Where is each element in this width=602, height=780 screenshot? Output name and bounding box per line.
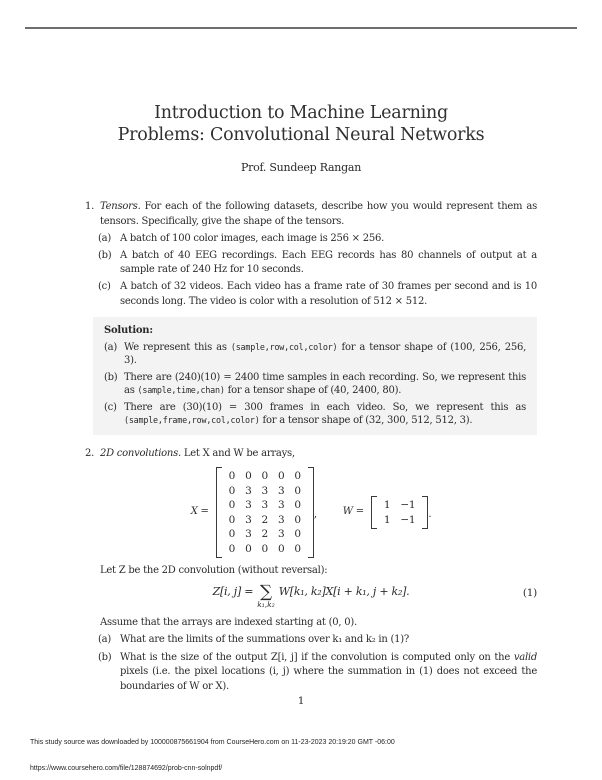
problem-2-name: 2D convolutions.: [100, 447, 181, 459]
matrix-cell: 0: [245, 470, 252, 482]
matrix-cell: 0: [294, 484, 301, 497]
matrix-x-grid: [224, 469, 306, 556]
matrix-cell: 0: [277, 542, 285, 555]
equation-lhs: Z[i, j] =: [212, 584, 254, 598]
matrix-w: [371, 496, 428, 529]
summation: [257, 582, 275, 609]
problem-1: [85, 200, 537, 435]
item-text: pixels (i.e. the pixel locations (i, j) where the summation in (1) does not exceed the boundaries of W or X).: [120, 666, 537, 692]
item-text: What is the size of the output Z[i, j] if the convolution is computed only on the: [120, 651, 514, 663]
problem-1-heading: [85, 200, 537, 229]
matrix-cell: 0: [294, 542, 301, 555]
problem-2-number: 2.: [85, 447, 95, 459]
assumption-line: Assume that the arrays are indexed starting at (0, 0).: [100, 616, 357, 628]
matrix-cell: 3: [277, 484, 285, 497]
page-number: 1: [297, 695, 305, 707]
coursehero-url: https://www.coursehero.com/file/128874692/prob-cnn-solnpdf/: [30, 765, 223, 772]
matrix-cell: 0: [228, 542, 236, 555]
solution-text: We represent this as: [124, 341, 231, 353]
solution-box: [93, 317, 537, 435]
matrix-cell: 0: [228, 499, 236, 511]
item-label: (b): [98, 651, 112, 663]
problem-1-item-c: [98, 280, 537, 309]
item-text: A batch of 40 EEG recordings. Each EEG records has 80 channels of output at a sample rate of 240 Hz for 10 seconds.: [120, 249, 537, 275]
matrix-cell: 0: [294, 470, 301, 482]
matrix-cell: 0: [228, 470, 236, 482]
matrix-cell: −1: [400, 513, 416, 526]
tensor-tuple-code: (sample,frame,row,col,color): [124, 415, 260, 425]
problem-1-item-a: [98, 232, 537, 247]
matrix-cell: 3: [261, 499, 268, 511]
matrix-cell: 3: [245, 484, 252, 497]
matrix-cell: 3: [261, 484, 268, 497]
emphasis-valid: valid: [513, 651, 537, 663]
matrix-cell: 0: [277, 470, 285, 482]
sigma-symbol: ∑: [260, 581, 272, 602]
coursehero-download-note: This study source was downloaded by 100000875661904 from CourseHero.com on 11-23-2023 20:19:20 GMT -06:00: [30, 739, 395, 746]
problem-2-item-a: [98, 633, 537, 648]
item-text: A batch of 32 videos. Each video has a frame rate of 30 frames per second and is 10 seconds long. The video is color with a resolution of 512 × 512.: [120, 281, 537, 307]
item-text: What are the limits of the summations over k₁ and k₂ in (1)?: [120, 634, 409, 645]
item-label: (a): [98, 232, 112, 244]
matrix-cell: 0: [294, 528, 301, 540]
matrix-cell: 0: [261, 542, 268, 555]
matrix-x: [216, 467, 314, 558]
matrix-cell: 3: [245, 513, 252, 526]
matrix-cell: 1: [383, 513, 391, 526]
problem-2-item-b: [98, 651, 537, 695]
title-line-1: Introduction to Machine Learning: [154, 103, 448, 123]
item-label: (c): [104, 401, 117, 413]
author: Prof. Sundeep Rangan: [240, 161, 362, 174]
problem-1-number: 1.: [85, 201, 95, 212]
matrix-cell: 0: [261, 470, 268, 482]
matrix-cell: 0: [228, 484, 236, 497]
matrix-cell: 2: [261, 513, 268, 526]
solution-item-b: [104, 371, 526, 398]
solution-text: There are (30)(10) = 300 frames in each video. So, we represent this as: [124, 401, 526, 413]
solution-heading: Solution:: [104, 325, 153, 336]
solution-item-c: [104, 401, 526, 428]
item-text: A batch of 100 color images, each image is 256 × 256.: [120, 232, 385, 244]
solution-text: for a tensor shape of (32, 300, 512, 512, 3).: [259, 415, 473, 426]
problem-1-name: Tensors.: [100, 201, 141, 212]
problem-1-items: [98, 232, 537, 310]
equation-tag: (1): [522, 586, 537, 599]
matrix-period: .: [428, 509, 432, 521]
problem-1-item-b: [98, 249, 537, 278]
tensor-tuple-code: (sample,time,chan): [137, 385, 225, 395]
matrix-cell: −1: [400, 499, 416, 511]
matrix-cell: 3: [277, 499, 285, 511]
solution-text: There are (240)(10) = 2400 time samples in each recording. So, we represent this as: [124, 371, 526, 396]
matrix-w-grid: [379, 498, 420, 527]
solution-text: for a tensor shape of (100, 256, 256, 3).: [124, 341, 526, 366]
problem-2-heading: [85, 447, 537, 462]
equation-rhs: W[k₁, k₂]X[i + k₁, j + k₂].: [278, 584, 410, 598]
matrix-cell: 3: [245, 528, 252, 540]
matrix-cell: 3: [277, 513, 285, 526]
matrix-cell: 0: [245, 542, 252, 555]
problem-2: [85, 447, 537, 695]
title-line-2: Problems: Convolutional Neural Networks: [117, 125, 485, 145]
matrix-cell: 0: [294, 499, 301, 511]
item-label: (b): [104, 371, 118, 383]
tensor-tuple-code: (sample,row,col,color): [230, 341, 338, 352]
convolution-intro: Let Z be the 2D convolution (without reversal):: [100, 565, 328, 576]
solution-text: for a tensor shape of (40, 2400, 80).: [224, 385, 402, 396]
summation-subscript: k₁,k₂: [257, 599, 275, 609]
matrix-w-label: W =: [342, 506, 364, 518]
problem-2-intro: Let X and W be arrays,: [183, 447, 295, 459]
matrix-cell: 0: [228, 513, 236, 526]
problem-1-intro: For each of the following datasets, describe how you would represent them as tensors. Specifically, give the shape of the tensors.: [100, 201, 537, 227]
top-rule: [25, 27, 577, 29]
problem-2-items: [98, 633, 537, 694]
matrix-x-label: X =: [190, 506, 209, 518]
item-label: (a): [104, 341, 118, 353]
matrix-cell: 0: [294, 513, 301, 526]
matrix-cell: 3: [245, 499, 252, 511]
title-block: [0, 0, 602, 146]
solution-item-a: [104, 341, 526, 368]
equation-1: [85, 582, 537, 609]
matrix-cell: 1: [383, 499, 391, 511]
item-label: (a): [98, 634, 112, 645]
item-label: (c): [98, 281, 111, 292]
matrix-cell: 3: [277, 528, 285, 540]
matrix-cell: 0: [228, 528, 236, 540]
matrix-display: [85, 467, 537, 558]
matrix-cell: 2: [261, 528, 268, 540]
item-label: (b): [98, 249, 112, 261]
matrix-separator: ,: [313, 509, 317, 521]
